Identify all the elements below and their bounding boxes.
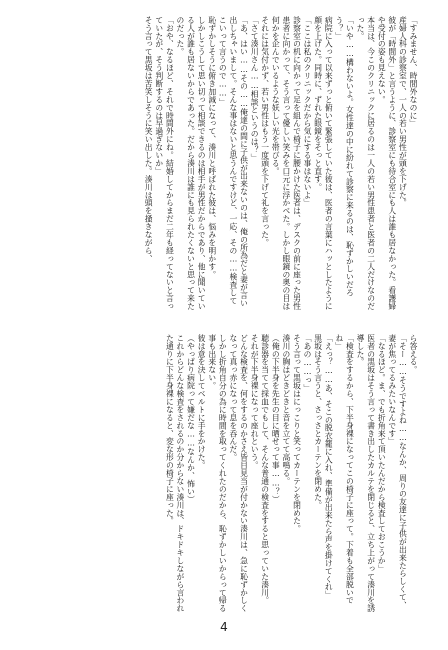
page-number: 4 <box>220 620 228 634</box>
upper-text-block: 「すみません、時間外なのに」 産婦人科の診察室で、一人の若い男性が頭を下げた。 彼が「時間外」と言うように、診察室にも待合室にも人は誰も居なかった。看護婦や受付の姿も見えない。 本当は、今このクリニックに居るのは一人の若い男性患者と医者の二人だけなのだった。 「いや……構わないよ。女性達の中に紛れて診察に来るのは、恥ずかしいだろう？」 病院に入って以来ずっと俯いて緊張していた彼は、医者の言葉にハッとしたように顔を上げた。同時に、ずれた眼鏡をそっと直す。 「ここは私のクリニックだから気にする事はないよ」 診察室の机に向かって足を組んで椅子に腰かけた医者は、デスクの前に座った男性患者に向かって、そう言って優しい笑みを口元に浮かべた。しかし眼鏡の奥の目は何かを企んでいるような妖しい光を帯びる。 それには気付かず、若い男性はもう一度頭を下げて礼を言った。 「さて湊川さん……相談というのは？」 「あ、はい……その……俺達の間に子供が出来ないのは、俺の所為だと妻が言い出しちゃいまして。そんな事はないと思うんですけど、一応、その……検査してこいって言うので……」 恥ずかしそうに俯き加減になって、湊川と呼ばれた彼は、悩みを明かす。 しかしこうして思い切って相談できるのは相手が男性だからであり、他に聞いている人が誰も居ないからであった。だから湊川は誰にも見られたくないと思って来たのだった。 「おや、なるほど、それで時間外にね。結婚してからまだ二年も経ってないと言っていたが、そう判断するのは早過ぎないか」 そう言って黒坂は苦笑しそうに笑い出した。湊川は頭を掻きながら、 <box>144 16 418 311</box>
lower-text-block: ら答える。 「そー……そうですよね……なんか、周りの友達に子供が出来たらしくて、妻が焦ってるみたいなんです」 「なるほど。ま、でも折角来て頂いたんだから検査しておこうか」 医者の黒坂はそう言って書き出したカルテを閉じると、立ち上がって湊川を誘導した。 「検査をするから、下半身裸になってこの椅子に座って。下着も全部脱いでね」 「えっ？……あ、そこの脱衣籠に入れ、準備が出来たら声を掛けてくれ」 黒坂はそう言うと、さっさとカーテンを閉めた。 「あの……っ」 そう言って黒坂はにっこりと笑ってカーテンを閉めた。 湊川の胸はどきどきと音を立てて高鳴る。 （俺の下半身を先生の目に晒せって事……？） 聴診器を当てて採血でもして、そんな普通の検査をすると思っていた湊川。 それが下半身裸になって座れという。 どんな検査を、何をするのかさえ皆目見当が付かない湊川は、急に恥ずかしくなって真っ赤になって息を呑んだ。 しかし折角自分の為に時間を取ってくれたのだから、恥ずかしいからって帰る事も出来ない。 彼は意を決してベルトに手をかけた。 （やっぱり病院って嫌だな……なんか、怖い） これからどんな検査をされるのか分からない湊川は、ドキドキしながら言われた通りに下半身裸になると、変な形の椅子に座った。 <box>165 334 418 613</box>
